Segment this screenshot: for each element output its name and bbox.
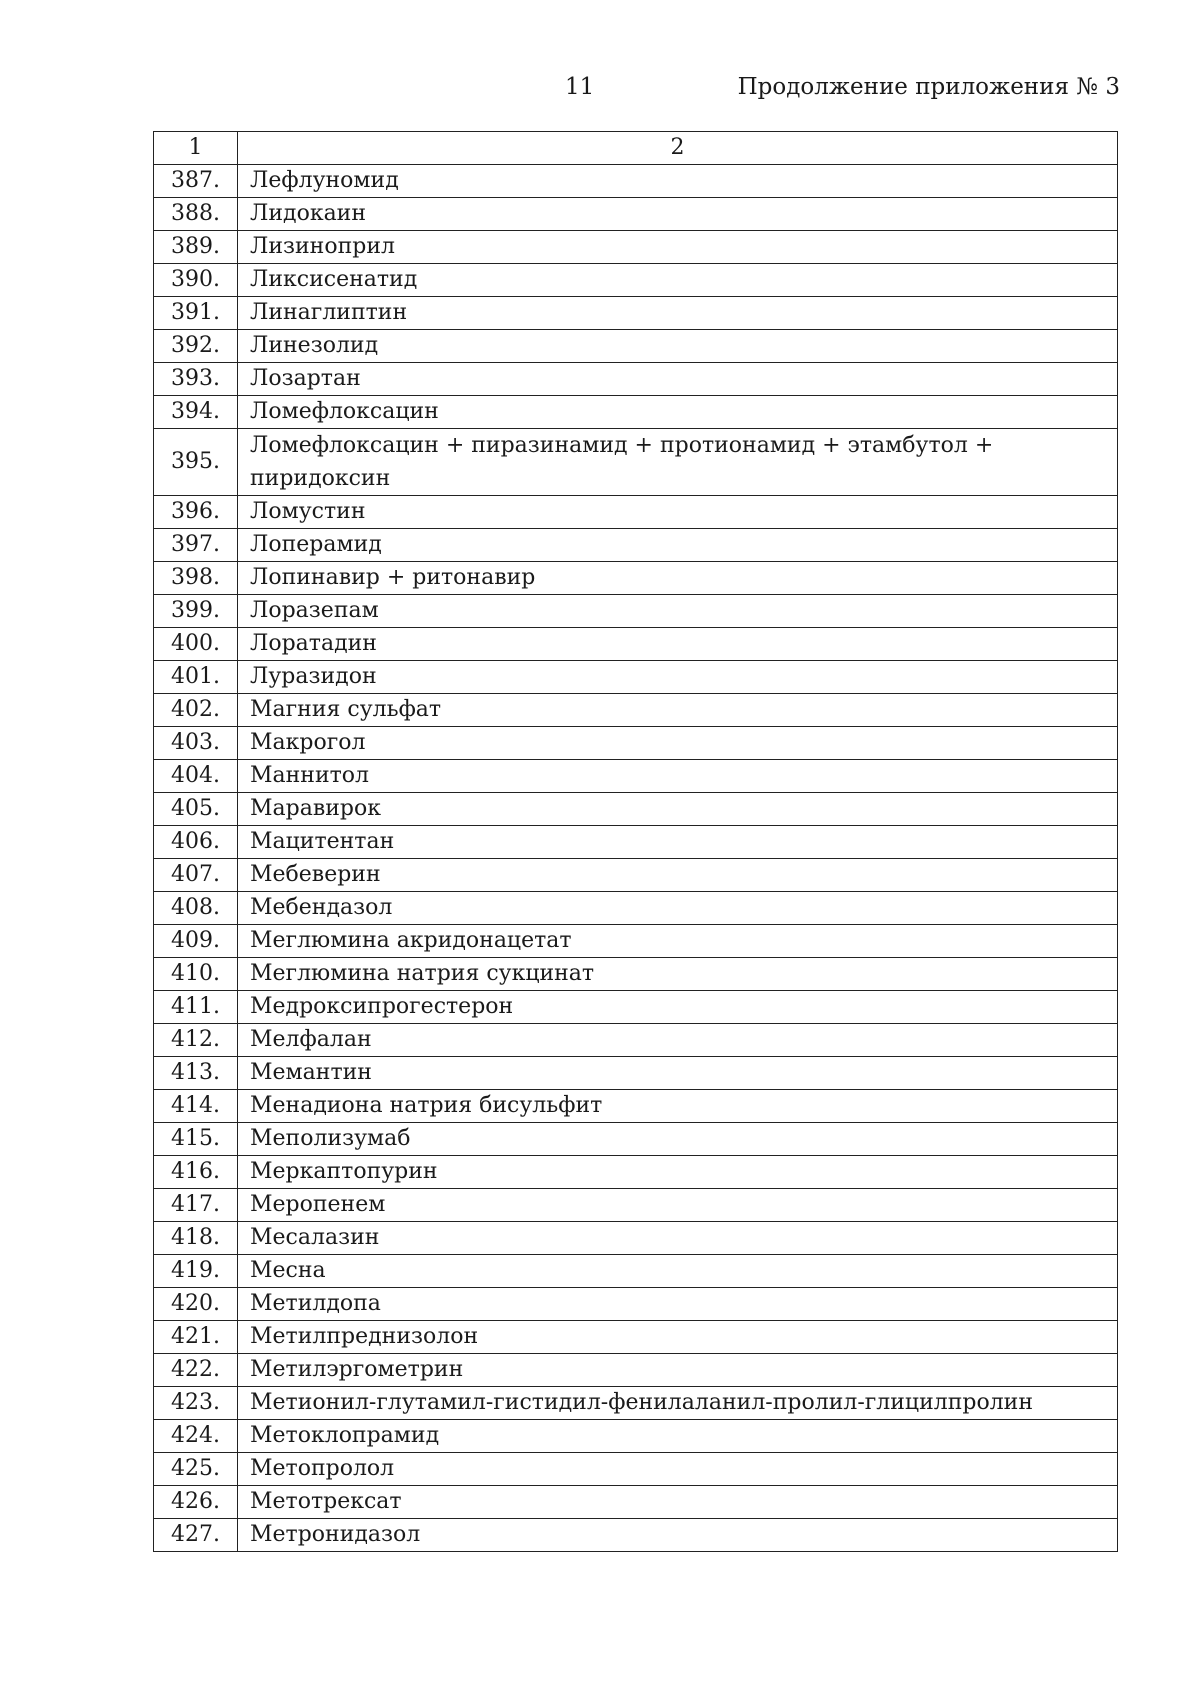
- medication-name: Лидокаин: [238, 198, 1118, 231]
- medication-name: Медроксипрогестерон: [238, 991, 1118, 1024]
- table-row: [154, 330, 1118, 363]
- row-number: 401.: [154, 661, 238, 694]
- table-row: [154, 925, 1118, 958]
- medication-name: Лизиноприл: [238, 231, 1118, 264]
- table-row: [154, 1123, 1118, 1156]
- table-row: [154, 1387, 1118, 1420]
- row-number: 387.: [154, 165, 238, 198]
- medication-name: Мебеверин: [238, 859, 1118, 892]
- medication-name: Меглюмина натрия сукцинат: [238, 958, 1118, 991]
- table-row: [154, 1420, 1118, 1453]
- table-row: [154, 826, 1118, 859]
- row-number: 416.: [154, 1156, 238, 1189]
- table-row: [154, 1486, 1118, 1519]
- row-number: 418.: [154, 1222, 238, 1255]
- row-number: 400.: [154, 628, 238, 661]
- medication-name: Магния сульфат: [238, 694, 1118, 727]
- medication-name: Метронидазол: [238, 1519, 1118, 1552]
- row-number: 404.: [154, 760, 238, 793]
- medication-name: Лозартан: [238, 363, 1118, 396]
- row-number: 424.: [154, 1420, 238, 1453]
- medication-name: Макрогол: [238, 727, 1118, 760]
- table-header: [154, 132, 1118, 165]
- row-number: 405.: [154, 793, 238, 826]
- medication-name: Ломефлоксацин + пиразинамид + протионамид + этамбутол + пиридоксин: [238, 429, 1118, 496]
- row-number: 407.: [154, 859, 238, 892]
- row-number: 393.: [154, 363, 238, 396]
- medication-name: Менадиона натрия бисульфит: [238, 1090, 1118, 1123]
- row-number: 406.: [154, 826, 238, 859]
- table-row: [154, 793, 1118, 826]
- table-row: [154, 297, 1118, 330]
- medication-name: Ликсисенатид: [238, 264, 1118, 297]
- row-number: 395.: [154, 429, 238, 496]
- medication-name: Метилэргометрин: [238, 1354, 1118, 1387]
- row-number: 427.: [154, 1519, 238, 1552]
- medication-name: Лоратадин: [238, 628, 1118, 661]
- medication-name: Метилдопа: [238, 1288, 1118, 1321]
- row-number: 394.: [154, 396, 238, 429]
- table-row: [154, 595, 1118, 628]
- table-row: [154, 231, 1118, 264]
- medication-name: Ломефлоксацин: [238, 396, 1118, 429]
- table-row: [154, 1090, 1118, 1123]
- medication-name: Месна: [238, 1255, 1118, 1288]
- row-number: 426.: [154, 1486, 238, 1519]
- table-body: [154, 165, 1118, 1552]
- medication-name: Меркаптопурин: [238, 1156, 1118, 1189]
- table-row: [154, 628, 1118, 661]
- row-number: 409.: [154, 925, 238, 958]
- table-row: [154, 1453, 1118, 1486]
- column-header-name: 2: [238, 132, 1118, 165]
- medication-name: Метопролол: [238, 1453, 1118, 1486]
- table-row: [154, 562, 1118, 595]
- row-number: 388.: [154, 198, 238, 231]
- table-row: [154, 264, 1118, 297]
- row-number: 412.: [154, 1024, 238, 1057]
- page-number: 11: [565, 74, 595, 100]
- medication-name: Лоразепам: [238, 595, 1118, 628]
- medication-name: Маннитол: [238, 760, 1118, 793]
- medication-name: Метионил-глутамил-гистидил-фенилаланил-пролил-глицилпролин: [238, 1387, 1118, 1420]
- row-number: 414.: [154, 1090, 238, 1123]
- row-number: 402.: [154, 694, 238, 727]
- row-number: 396.: [154, 496, 238, 529]
- row-number: 419.: [154, 1255, 238, 1288]
- row-number: 413.: [154, 1057, 238, 1090]
- medication-name: Лефлуномид: [238, 165, 1118, 198]
- table-row: [154, 496, 1118, 529]
- row-number: 417.: [154, 1189, 238, 1222]
- header-row: [154, 132, 1118, 165]
- table-row: [154, 859, 1118, 892]
- table-row: [154, 694, 1118, 727]
- row-number: 397.: [154, 529, 238, 562]
- table-row: [154, 1156, 1118, 1189]
- medication-name: Луразидон: [238, 661, 1118, 694]
- medication-name: Линаглиптин: [238, 297, 1118, 330]
- row-number: 391.: [154, 297, 238, 330]
- row-number: 408.: [154, 892, 238, 925]
- medication-name: Мебендазол: [238, 892, 1118, 925]
- table-row: [154, 1519, 1118, 1552]
- medication-name: Метоклопрамид: [238, 1420, 1118, 1453]
- row-number: 421.: [154, 1321, 238, 1354]
- row-number: 420.: [154, 1288, 238, 1321]
- table-row: [154, 1057, 1118, 1090]
- page-header-title: Продолжение приложения № 3: [737, 74, 1120, 100]
- medication-table: [153, 131, 1118, 1552]
- row-number: 411.: [154, 991, 238, 1024]
- table-row: [154, 529, 1118, 562]
- table-row: [154, 958, 1118, 991]
- medication-name: Ломустин: [238, 496, 1118, 529]
- table-row: [154, 760, 1118, 793]
- table-row: [154, 1255, 1118, 1288]
- row-number: 389.: [154, 231, 238, 264]
- row-number: 425.: [154, 1453, 238, 1486]
- medication-name: Метотрексат: [238, 1486, 1118, 1519]
- medication-name: Месалазин: [238, 1222, 1118, 1255]
- table-row: [154, 1222, 1118, 1255]
- medication-name: Меполизумаб: [238, 1123, 1118, 1156]
- medication-name: Линезолид: [238, 330, 1118, 363]
- table-row: [154, 429, 1118, 496]
- row-number: 403.: [154, 727, 238, 760]
- medication-name: Лоперамид: [238, 529, 1118, 562]
- row-number: 423.: [154, 1387, 238, 1420]
- row-number: 390.: [154, 264, 238, 297]
- row-number: 398.: [154, 562, 238, 595]
- medication-name: Метилпреднизолон: [238, 1321, 1118, 1354]
- table-row: [154, 991, 1118, 1024]
- medication-name: Мелфалан: [238, 1024, 1118, 1057]
- column-header-number: 1: [154, 132, 238, 165]
- table-row: [154, 727, 1118, 760]
- table-row: [154, 1354, 1118, 1387]
- medication-name: Меропенем: [238, 1189, 1118, 1222]
- medication-name: Маравирок: [238, 793, 1118, 826]
- row-number: 422.: [154, 1354, 238, 1387]
- table-row: [154, 1321, 1118, 1354]
- table-row: [154, 1024, 1118, 1057]
- table-row: [154, 198, 1118, 231]
- medication-name: Меглюмина акридонацетат: [238, 925, 1118, 958]
- row-number: 410.: [154, 958, 238, 991]
- table-row: [154, 396, 1118, 429]
- table-row: [154, 892, 1118, 925]
- table-row: [154, 165, 1118, 198]
- table-row: [154, 1189, 1118, 1222]
- medication-name: Мацитентан: [238, 826, 1118, 859]
- table-row: [154, 661, 1118, 694]
- table-row: [154, 363, 1118, 396]
- medication-name: Лопинавир + ритонавир: [238, 562, 1118, 595]
- medication-name: Мемантин: [238, 1057, 1118, 1090]
- row-number: 415.: [154, 1123, 238, 1156]
- table-row: [154, 1288, 1118, 1321]
- row-number: 392.: [154, 330, 238, 363]
- row-number: 399.: [154, 595, 238, 628]
